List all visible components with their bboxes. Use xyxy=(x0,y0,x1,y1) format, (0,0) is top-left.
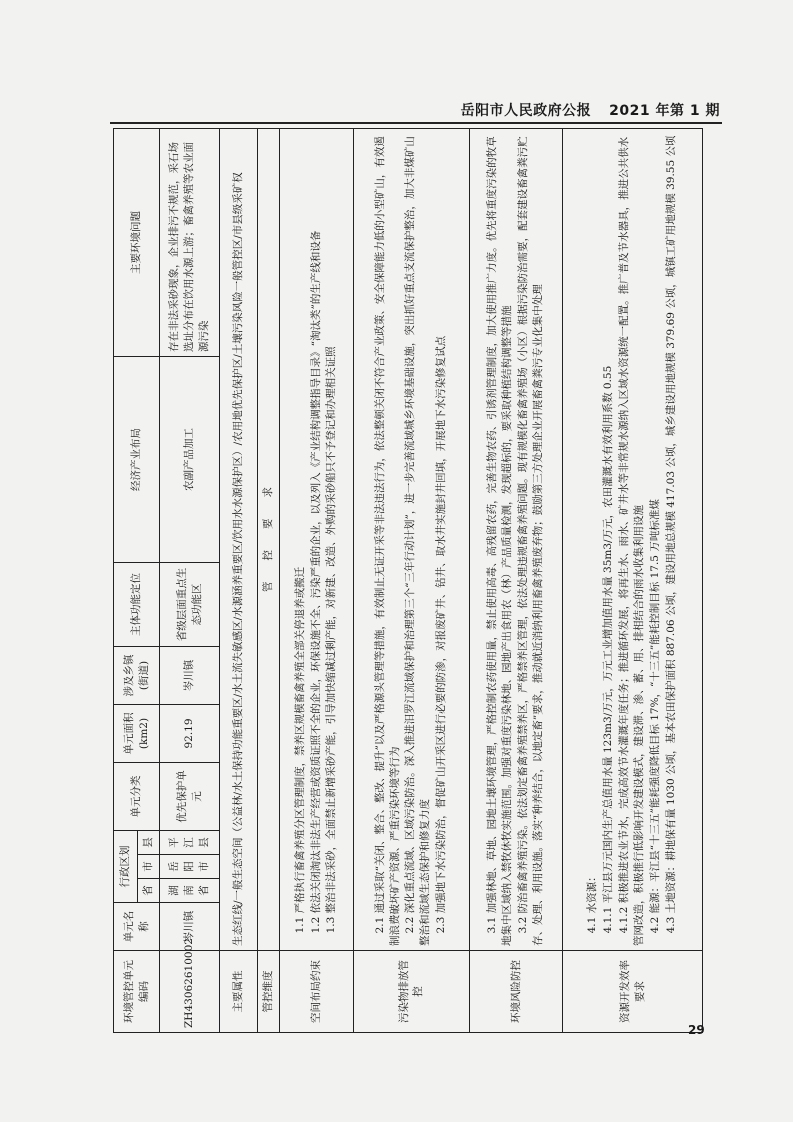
table-row xyxy=(469,129,563,1033)
county-cell: 平江县 xyxy=(160,831,220,855)
header-unit-category: 单元分类 xyxy=(114,763,160,831)
requirement-item: 3.2 防治畜禽养殖污染。依法划定畜禽养殖禁养区，严格禁养区管理，依法处理违规畜禽养殖问题。现有规模化畜禽养殖场（小区）根据污染防治需要，配套建设畜禽粪污贮存、处理、利用设施。落实“种养结合，以地定畜”要求，推动就近消纳利用畜禽养殖废弃物；鼓励第三方处理企业开展畜禽粪污专业化集中处理 xyxy=(517,136,545,946)
table-row xyxy=(258,129,280,1033)
table-row xyxy=(160,129,220,1033)
resource-efficiency-requirements xyxy=(563,129,703,951)
header-main-function: 主体功能定位 xyxy=(114,563,160,647)
page-header xyxy=(110,96,720,120)
publication-title: 岳阳市人民政府公报 xyxy=(460,103,592,119)
industry-layout-cell: 农副产品加工 xyxy=(160,357,220,563)
issue-number: 2021 年第 1 期 xyxy=(609,103,720,119)
requirement-intro: 4.1 水资源： xyxy=(586,871,599,934)
control-requirements-header: 管 控 要 求 xyxy=(258,129,280,951)
dimension-pollutant-discharge: 污染物排放管控 xyxy=(354,951,470,1033)
header-unit-code: 环境管控单元编码 xyxy=(114,951,160,1033)
requirement-item: 1.1 严格执行畜禽养殖分区管理制度，禁养区规模畜禽养殖全部关停退养或搬迁 xyxy=(293,566,306,934)
province-cell: 湖南省 xyxy=(160,879,220,903)
towns-cell: 岑川镇 xyxy=(160,647,220,705)
requirement-item: 4.1.2 积极推进农业节水，完成高效节水灌溉年度任务；推进循环发展，将再生水、雨水、矿井水等非常规水源纳入区域水资源统一配置。推广普及节水器具，推进公共供水管网改造，积极推行低影响开发建设模式，建设滞、渗、蓄、用、排相结合的雨水收集利用设施 xyxy=(618,136,646,946)
city-cell: 岳阳市 xyxy=(160,855,220,879)
control-dimension-header: 管控维度 xyxy=(258,951,280,1033)
unit-code-cell: ZH43062610002 xyxy=(160,951,220,1033)
attributes-label: 主要属性 xyxy=(220,951,258,1033)
pollutant-discharge-requirements xyxy=(354,129,470,951)
requirement-item: 1.2 依法关闭淘汰非法生产经营或资质证照不全的企业，环保设施不全、污染严重的企业，以及列入《产业结构调整指导目录》“淘汰类”的生产线和设备 xyxy=(309,230,322,934)
unit-category-cell: 优先保护单元 xyxy=(160,763,220,831)
table-row xyxy=(220,129,258,1033)
spatial-layout-requirements xyxy=(280,129,354,951)
requirement-item: 1.3 整治非法采砂，全面禁止新增采砂产能，引导加快缩减过剩产能，对新建、改造、外购的采砂船只不予登记和办理相关证照 xyxy=(325,346,338,934)
requirement-item: 2.2 深化重点流域、区域污染防治。深入推进汨罗江流域保护和治理第三个“三年行动计划”，进一步完善流域城乡环境基础设施，突出抓好重点支流保护整治，加大非煤矿山整治和流域生态保护和修复力度 xyxy=(404,136,432,946)
dimension-spatial-layout: 空间布局约束 xyxy=(280,951,354,1033)
table-row xyxy=(280,129,354,1033)
requirement-item: 4.1.1 平江县万元国内生产总值用水量 123m3/万元，万元工业增加值用水量 35m3/万元，农田灌溉水有效利用系数 0.55 xyxy=(602,365,615,934)
requirement-item: 2.3 加强地下水污染防治，督促矿山开采区进行必要的防渗，对报废矿井、钻井、取水井实施封井回填，开展地下水污染修复试点 xyxy=(435,335,448,934)
table-row xyxy=(354,129,470,1033)
header-env-problems: 主要环境问题 xyxy=(114,129,160,357)
header-towns: 涉及乡镇(街道) xyxy=(114,647,160,705)
table-row xyxy=(563,129,703,1033)
unit-area-cell: 92.19 xyxy=(160,705,220,763)
environment-control-unit-table xyxy=(113,128,703,1033)
attributes-text: 生态红线/一般生态空间（公益林/水土保持功能重要区/水土流失敏感区/水源涵养重要区/饮用水水源保护区）/农用地优先保护区/土壤污染风险一般管控区/市县级采矿权 xyxy=(220,129,258,951)
header-industry-layout: 经济产业布局 xyxy=(114,357,160,563)
header-county: 县 xyxy=(138,831,160,855)
page-number: 29 xyxy=(688,1023,705,1037)
header-province: 省 xyxy=(138,879,160,903)
unit-name-cell: 岑川镇 xyxy=(160,903,220,951)
environmental-risk-requirements xyxy=(469,129,563,951)
header-admin-region: 行政区划 xyxy=(114,831,138,903)
header-city: 市 xyxy=(138,855,160,879)
header-rule xyxy=(110,122,722,124)
requirement-item: 2.1 通过采取“关闭、整合、整改、提升”以及严格源头管理等措施，有效制止无证开采等非法违法行为，依法整顿关闭不符合产业政策、安全保障能力低的小型矿山，有效遏制浪费破坏矿产资源、严重污染环境等行为 xyxy=(373,136,401,946)
rotated-table-container xyxy=(113,129,703,1033)
dimension-environmental-risk: 环境风险防控 xyxy=(469,951,563,1033)
env-problems-cell: 存在非法采砂现象，企业排污不规范，采石场选址分布在饮用水源上游；畜禽养殖等农业面源污染 xyxy=(160,129,220,357)
header-unit-area: 单元面积(km2) xyxy=(114,705,160,763)
requirement-item: 3.1 加强林地、草地、园地土壤环境管理，严格控制农药使用量，禁止使用高毒、高残留农药，完善生物农药、引诱剂管理制度，加大使用推广力度。优先将重度污染的牧草地集中区域纳入禁牧休牧实施范围。加强对重度污染林地、园地产出食用农（林）产品质量检测，发现超标的，要采取种植结构调整等措施 xyxy=(486,136,514,946)
requirement-item: 4.3 土地资源：耕地保有量 1030 公顷，基本农田保护面积 887.06 公顷，建设用地总规模 417.03 公顷，城乡建设用地规模 379.69 公顷，城镇工矿用地规模 39.55 公顷 xyxy=(665,135,677,934)
main-function-cell: 省级层面重点生态功能区 xyxy=(160,563,220,647)
dimension-resource-efficiency: 资源开发效率要求 xyxy=(563,951,703,1033)
requirement-item: 4.2 能源：平江县“十三五”能耗强度降低目标 17%，“十三五”能耗控制目标 17.5 万吨标准煤 xyxy=(649,499,662,934)
header-unit-name: 单元名称 xyxy=(114,903,160,951)
